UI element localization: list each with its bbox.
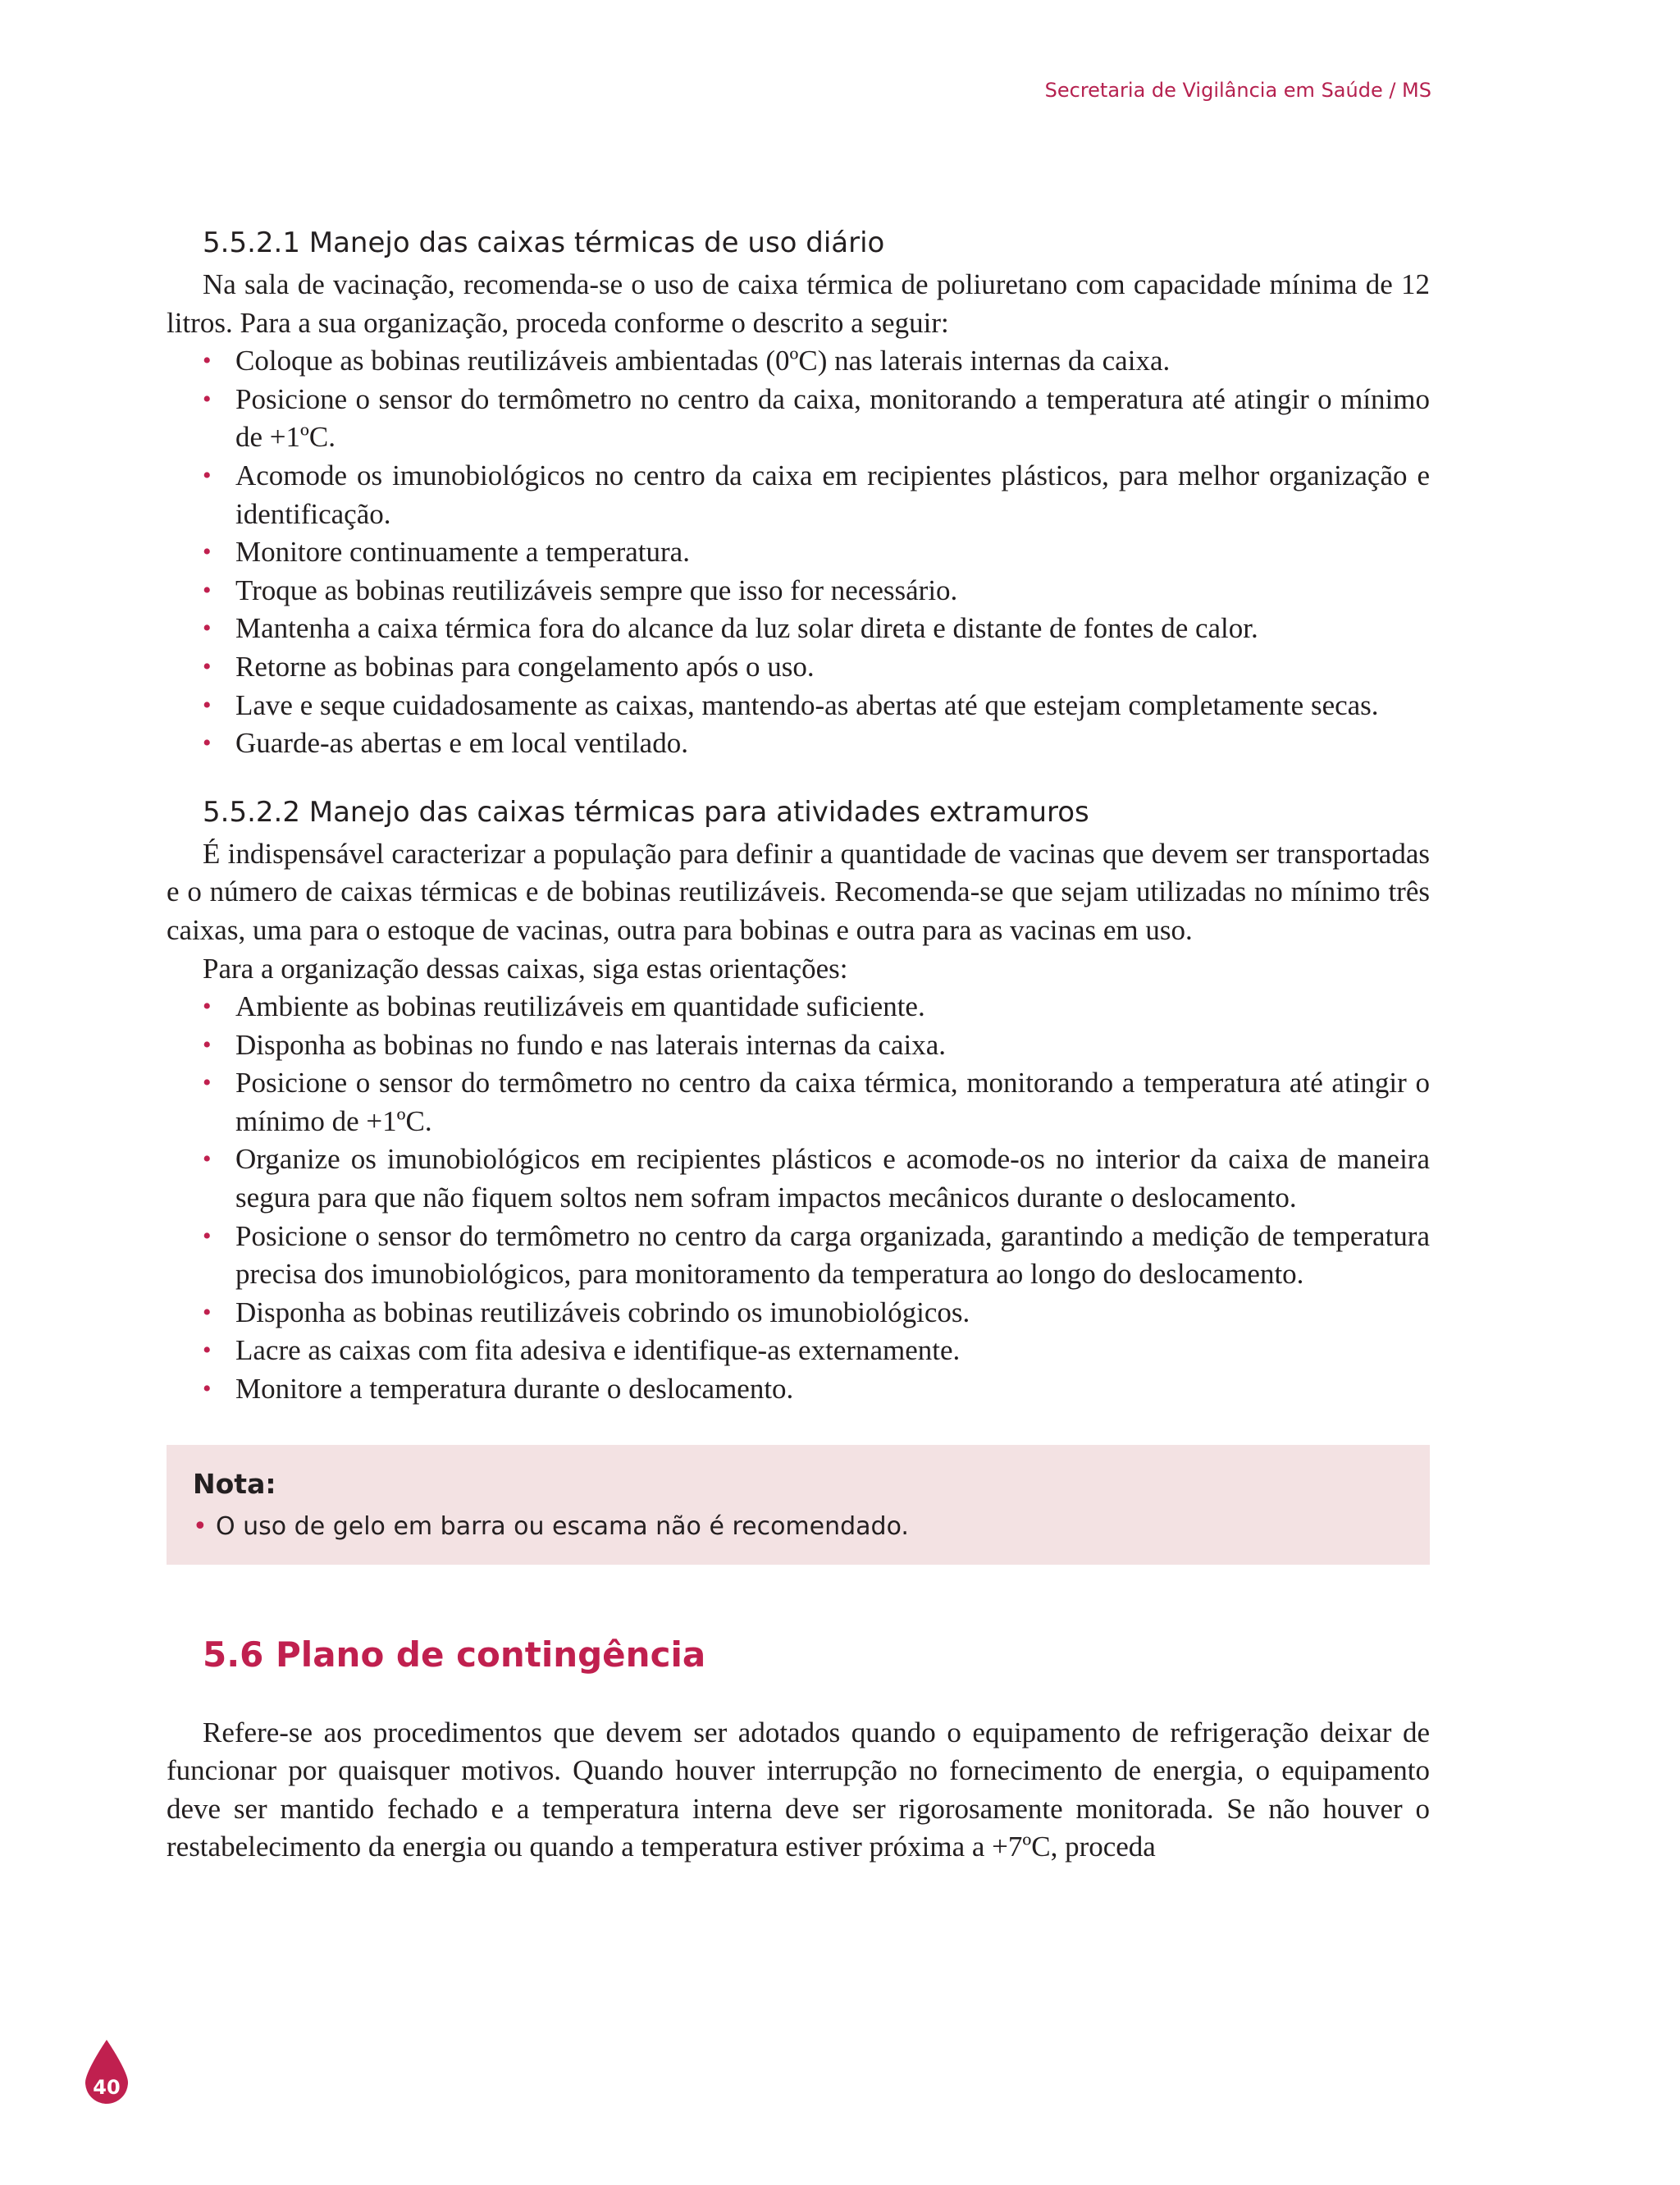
list-item: • Troque as bobinas reutilizáveis sempre que isso for necessário.: [235, 572, 1430, 610]
list-item: • Lave e seque cuidadosamente as caixas, mantendo-as abertas até que estejam completamente secas.: [235, 687, 1430, 725]
running-header: Secretaria de Vigilância em Saúde / MS: [1044, 79, 1431, 102]
page-number: 40: [93, 2076, 121, 2099]
note-item: • O uso de gelo em barra ou escama não é recomendado.: [193, 1511, 1404, 1543]
bullet-list-5522: [167, 988, 1430, 1409]
list-item: • Disponha as bobinas reutilizáveis cobrindo os imunobiológicos.: [235, 1294, 1430, 1332]
list-item: • Coloque as bobinas reutilizáveis ambientadas (0ºC) nas laterais internas da caixa.: [235, 342, 1430, 381]
note-box: [167, 1445, 1430, 1565]
list-item: • Acomode os imunobiológicos no centro da caixa em recipientes plásticos, para melhor organização e identificação.: [235, 457, 1430, 533]
bullet-list-5521: [167, 342, 1430, 763]
list-item: • Posicione o sensor do termômetro no centro da carga organizada, garantindo a medição de temperatura precisa dos imunobiológicos, para monitoramento da temperatura ao longo do deslocamento.: [235, 1218, 1430, 1294]
list-item: • Posicione o sensor do termômetro no centro da caixa, monitorando a temperatura até atingir o mínimo de +1ºC.: [235, 381, 1430, 457]
list-item: • Disponha as bobinas no fundo e nas laterais internas da caixa.: [235, 1026, 1430, 1065]
page-content: [167, 223, 1430, 1867]
list-item: • Mantenha a caixa térmica fora do alcance da luz solar direta e distante de fontes de calor.: [235, 610, 1430, 648]
list-item: • Organize os imunobiológicos em recipientes plásticos e acomode-os no interior da caixa de maneira segura para que não fiquem soltos nem sofram impactos mecânicos durante o deslocamento.: [235, 1140, 1430, 1217]
list-item: • Posicione o sensor do termômetro no centro da caixa térmica, monitorando a temperatura até atingir o mínimo de +1ºC.: [235, 1064, 1430, 1140]
list-item: • Ambiente as bobinas reutilizáveis em quantidade suficiente.: [235, 988, 1430, 1026]
list-item: • Guarde-as abertas e em local ventilado.: [235, 725, 1430, 763]
note-title: Nota:: [193, 1467, 276, 1500]
body-paragraph-56: Refere-se aos procedimentos que devem ser adotados quando o equipamento de refrigeração deixar de funcionar por quaisquer motivos. Quando houver interrupção no fornecimento de energia, o equipamento deve ser mantido fechado e a temperatura interna deve ser rigorosamente monitorada. Se não houver o restabelecimento da energia ou quando a temperatura estiver próxima a +7ºC, proceda: [167, 1716, 1430, 1863]
list-item: • Retorne as bobinas para congelamento após o uso.: [235, 648, 1430, 687]
lead-paragraph-5522: Para a organização dessas caixas, siga estas orientações:: [203, 952, 848, 985]
intro-paragraph-5521: Na sala de vacinação, recomenda-se o uso de caixa térmica de poliuretano com capacidade mínima de 12 litros. Para a sua organização, proceda conforme o descrito a seguir:: [167, 268, 1430, 339]
intro-paragraph-5522: É indispensável caracterizar a população para definir a quantidade de vacinas que devem ser transportadas e o número de caixas térmicas e de bobinas reutilizáveis. Recomenda-se que sejam utilizadas no mínimo três caixas, uma para o estoque de vacinas, outra para bobinas e outra para as vacinas em uso.: [167, 837, 1430, 946]
list-item: • Monitore a temperatura durante o deslocamento.: [235, 1370, 1430, 1409]
list-item: • Monitore continuamente a temperatura.: [235, 533, 1430, 572]
section-heading-56: 5.6 Plano de contingência: [203, 1634, 706, 1675]
subsection-heading-5521: 5.5.2.1 Manejo das caixas térmicas de uso diário: [203, 226, 885, 259]
subsection-heading-5522: 5.5.2.2 Manejo das caixas térmicas para atividades extramuros: [203, 795, 1089, 829]
list-item: • Lacre as caixas com fita adesiva e identifique-as externamente.: [235, 1332, 1430, 1370]
